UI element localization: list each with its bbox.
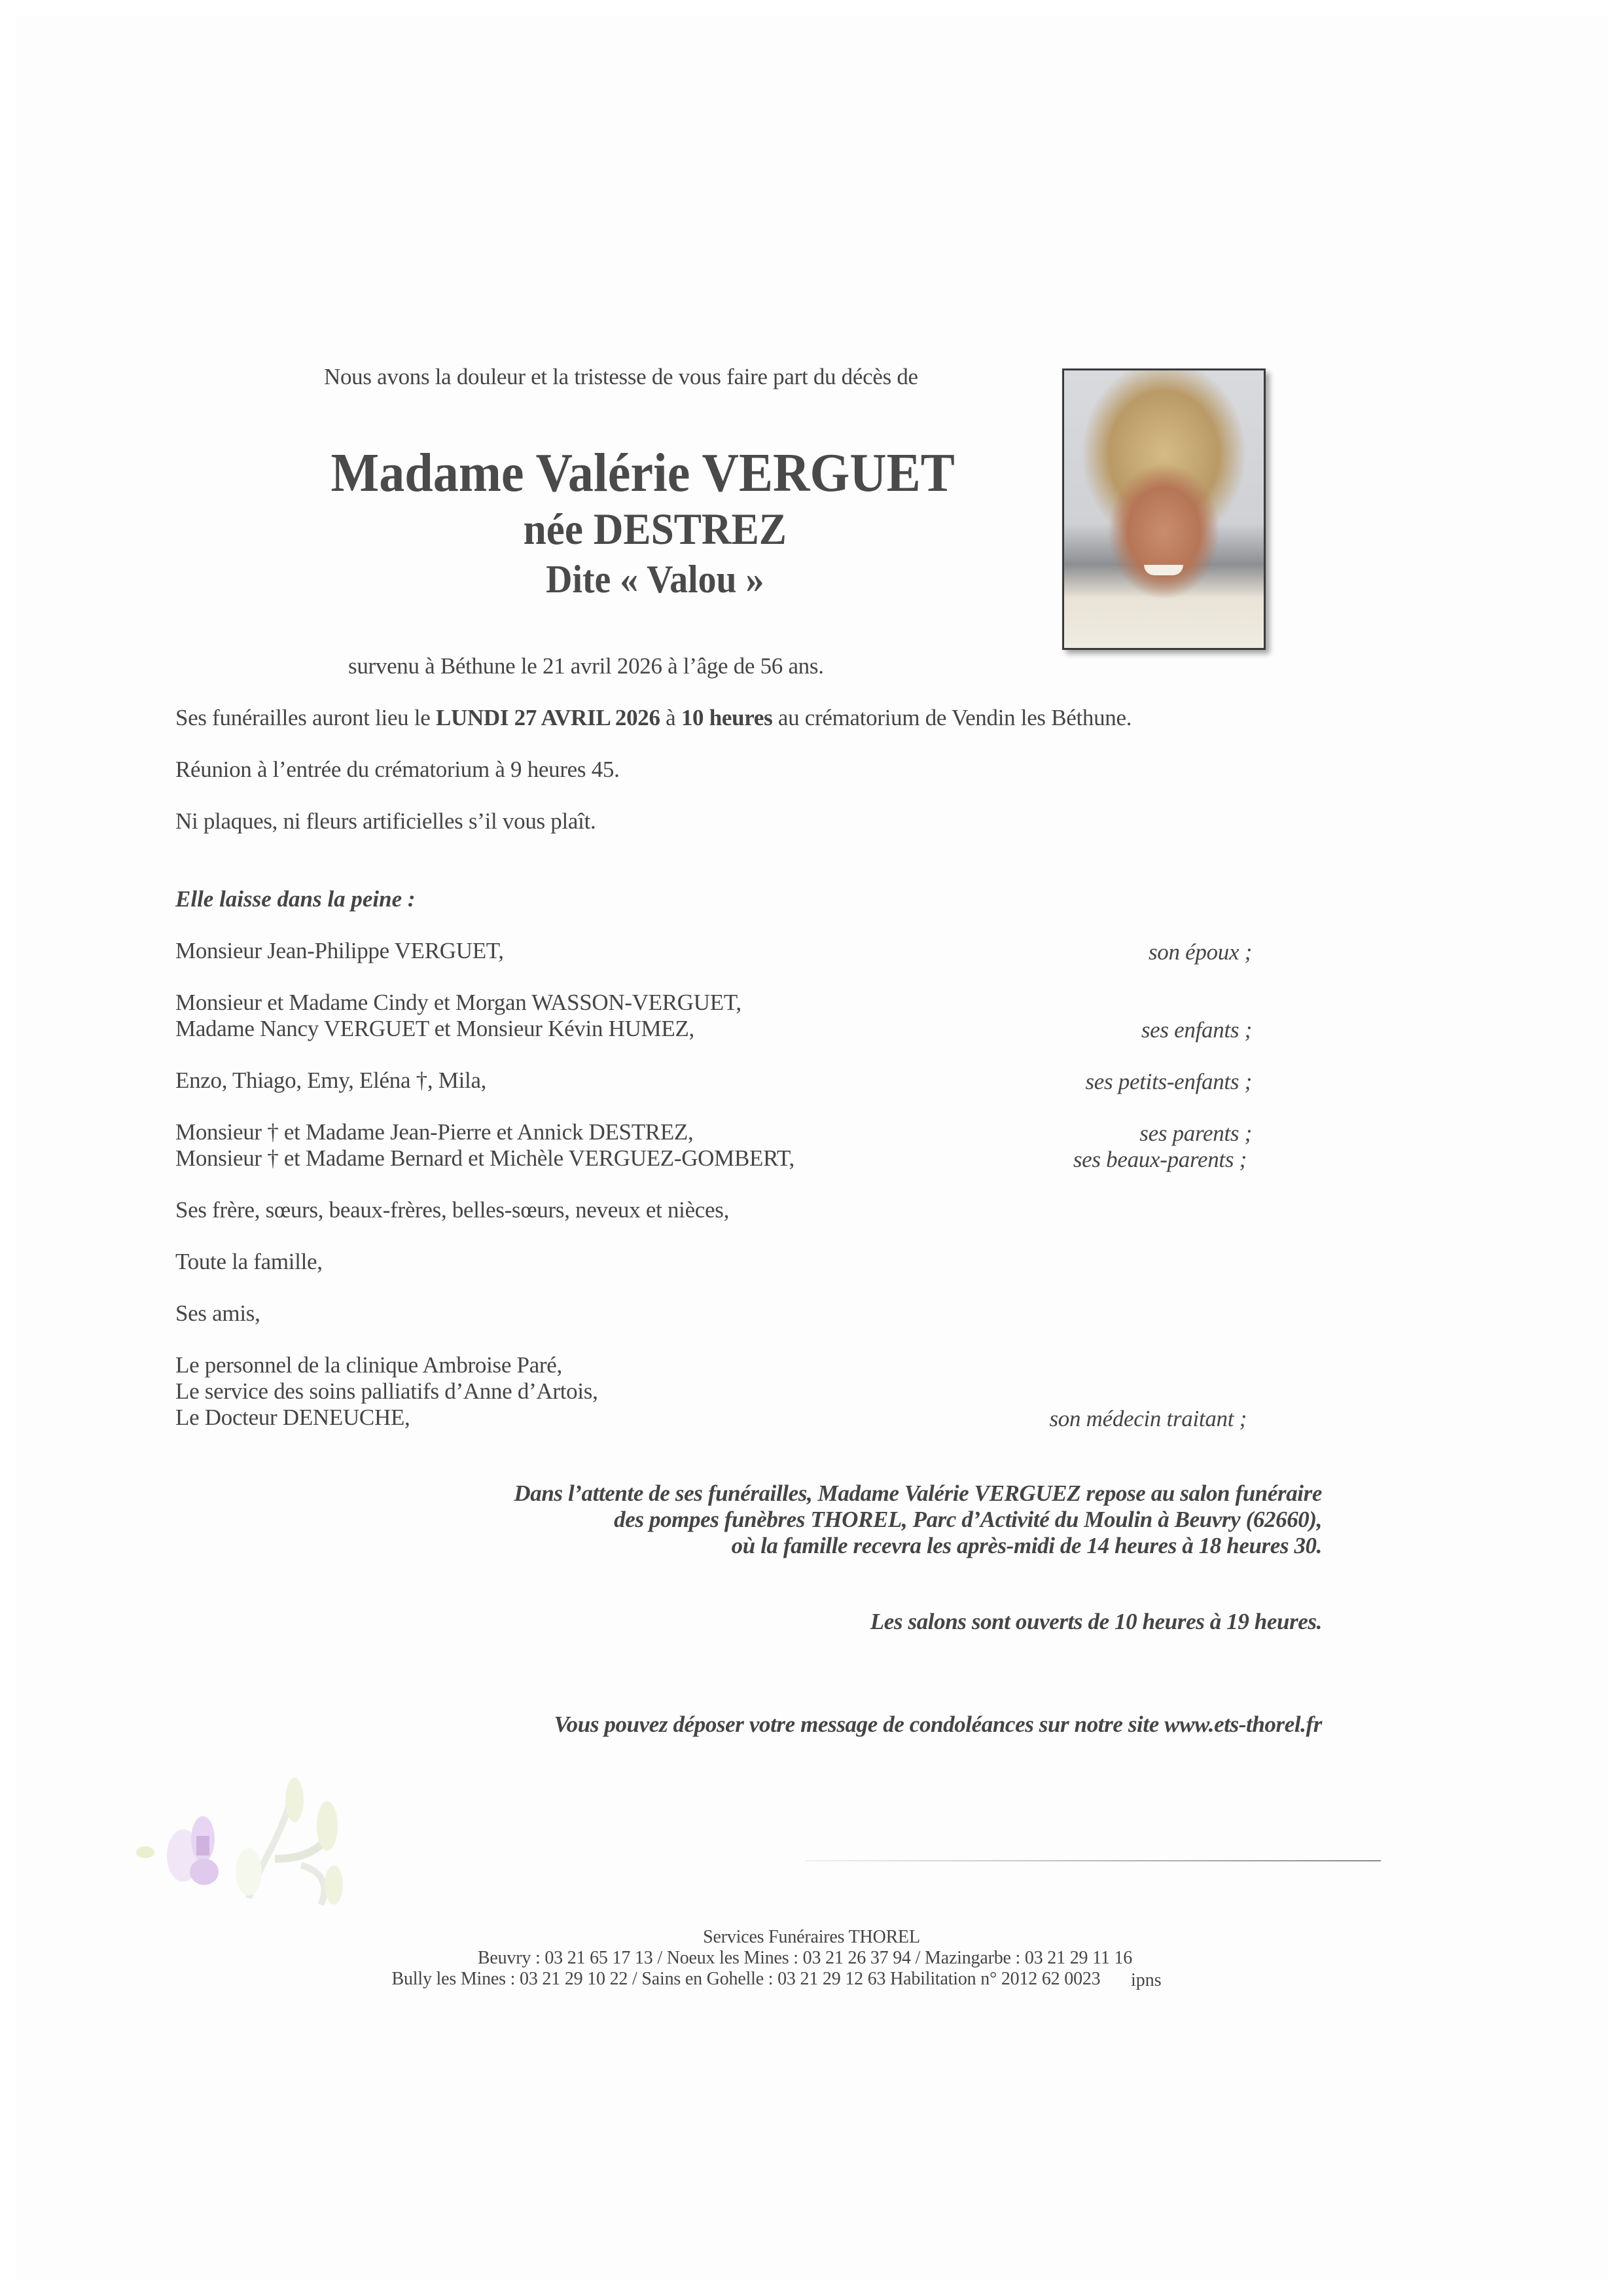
footer-phones-line1: Beuvry : 03 21 65 17 13 / Noeux les Mines : 03 21 26 37 94 / Mazingarbe : 03 21 29 11 16 <box>477 1948 1133 1968</box>
funeral-date: LUNDI 27 AVRIL 2026 <box>435 705 660 730</box>
condolences-notice: Vous pouvez déposer votre message de condoléances sur notre site www.ets-thorel.fr <box>554 1712 1322 1737</box>
family-line: Monsieur † et Madame Bernard et Michèle VERGUEZ-GOMBERT, <box>175 1145 794 1171</box>
family-entry-whole-family <box>175 1249 1252 1275</box>
family-relation: ses enfants ; <box>1141 1017 1252 1043</box>
footer-phones-line2: Bully les Mines : 03 21 29 10 22 / Sains en Gohelle : 03 21 29 12 63 Habilitation n° 2012 62 0023 <box>391 1969 1101 1989</box>
deceased-name: Madame Valérie VERGUET <box>330 442 955 503</box>
meeting-info: Réunion à l’entrée du crématorium à 9 heures 45. <box>175 757 620 782</box>
family-relation: ses parents ; <box>1139 1121 1252 1146</box>
funeral-prefix: Ses funérailles auront lieu le <box>175 705 436 730</box>
family-entry-medical <box>175 1352 1252 1431</box>
family-relation: son médecin traitant ; <box>1049 1406 1247 1431</box>
family-line: Ses frère, sœurs, beaux-frères, belles-sœurs, neveux et nièces, <box>175 1197 730 1223</box>
rest-notice-line: Dans l’attente de ses funérailles, Madame Valérie VERGUEZ repose au salon funéraire <box>514 1480 1322 1506</box>
family-line: Le Docteur DENEUCHE, <box>175 1405 410 1430</box>
family-line: Madame Nancy VERGUET et Monsieur Kévin HUMEZ, <box>175 1016 694 1041</box>
deceased-title-block <box>314 442 971 605</box>
family-entry-children <box>175 990 1252 1042</box>
orchid-decoration-icon <box>131 1761 694 1918</box>
death-notice: survenu à Béthune le 21 avril 2026 à l’âge de 56 ans. <box>348 653 824 679</box>
family-relation: ses petits-enfants ; <box>1085 1069 1252 1094</box>
family-line: Monsieur † et Madame Jean-Pierre et Annick DESTREZ, <box>175 1119 694 1145</box>
nickname: Dite « Valou » <box>546 558 764 601</box>
family-line: Le service des soins palliatifs d’Anne d’Artois, <box>175 1378 598 1404</box>
family-entry-spouse <box>175 938 1252 964</box>
portrait-photo <box>1062 368 1266 650</box>
family-line: Toute la famille, <box>175 1249 323 1274</box>
family-entry-siblings <box>175 1197 1252 1223</box>
family-relation: son époux ; <box>1148 939 1252 965</box>
family-entry-parents-in-law <box>175 1145 1252 1172</box>
maiden-name: née DESTREZ <box>523 504 787 554</box>
family-entry-parents <box>175 1119 1252 1145</box>
funeral-info <box>175 705 1132 731</box>
family-heading: Elle laisse dans la peine : <box>175 886 416 912</box>
funeral-mid: à <box>660 705 681 730</box>
salon-hours: Les salons sont ouverts de 10 heures à 19 heures. <box>870 1609 1322 1634</box>
portrait-smile <box>1144 565 1183 575</box>
family-line: Le personnel de la clinique Ambroise Paré, <box>175 1352 562 1378</box>
funeral-suffix: au crématorium de Vendin les Béthune. <box>772 705 1132 730</box>
rest-notice-line: des pompes funèbres THOREL, Parc d’Activité du Moulin à Beuvry (62660), <box>614 1507 1322 1532</box>
family-line: Monsieur et Madame Cindy et Morgan WASSON-VERGUET, <box>175 990 741 1015</box>
family-line: Monsieur Jean-Philippe VERGUET, <box>175 938 504 963</box>
no-flowers-info: Ni plaques, ni fleurs artificielles s’il vous plaît. <box>175 808 596 834</box>
divider-line <box>805 1860 1381 1861</box>
family-entry-grandchildren <box>175 1067 1252 1094</box>
rest-notice-line: où la famille recevra les après-midi de 14 heures à 18 heures 30. <box>731 1533 1322 1558</box>
family-line: Enzo, Thiago, Emy, Eléna †, Mila, <box>175 1067 487 1093</box>
funeral-time: 10 heures <box>681 705 773 730</box>
footer-ipns-tag: ipns <box>1131 1970 1162 1990</box>
intro-text: Nous avons la douleur et la tristesse de vous faire part du décès de <box>324 364 918 389</box>
family-entry-friends <box>175 1300 1252 1327</box>
rest-notice <box>514 1480 1322 1559</box>
family-relation: ses beaux-parents ; <box>1073 1147 1247 1172</box>
footer-company: Services Funéraires THOREL <box>703 1927 920 1947</box>
family-line: Ses amis, <box>175 1300 260 1326</box>
